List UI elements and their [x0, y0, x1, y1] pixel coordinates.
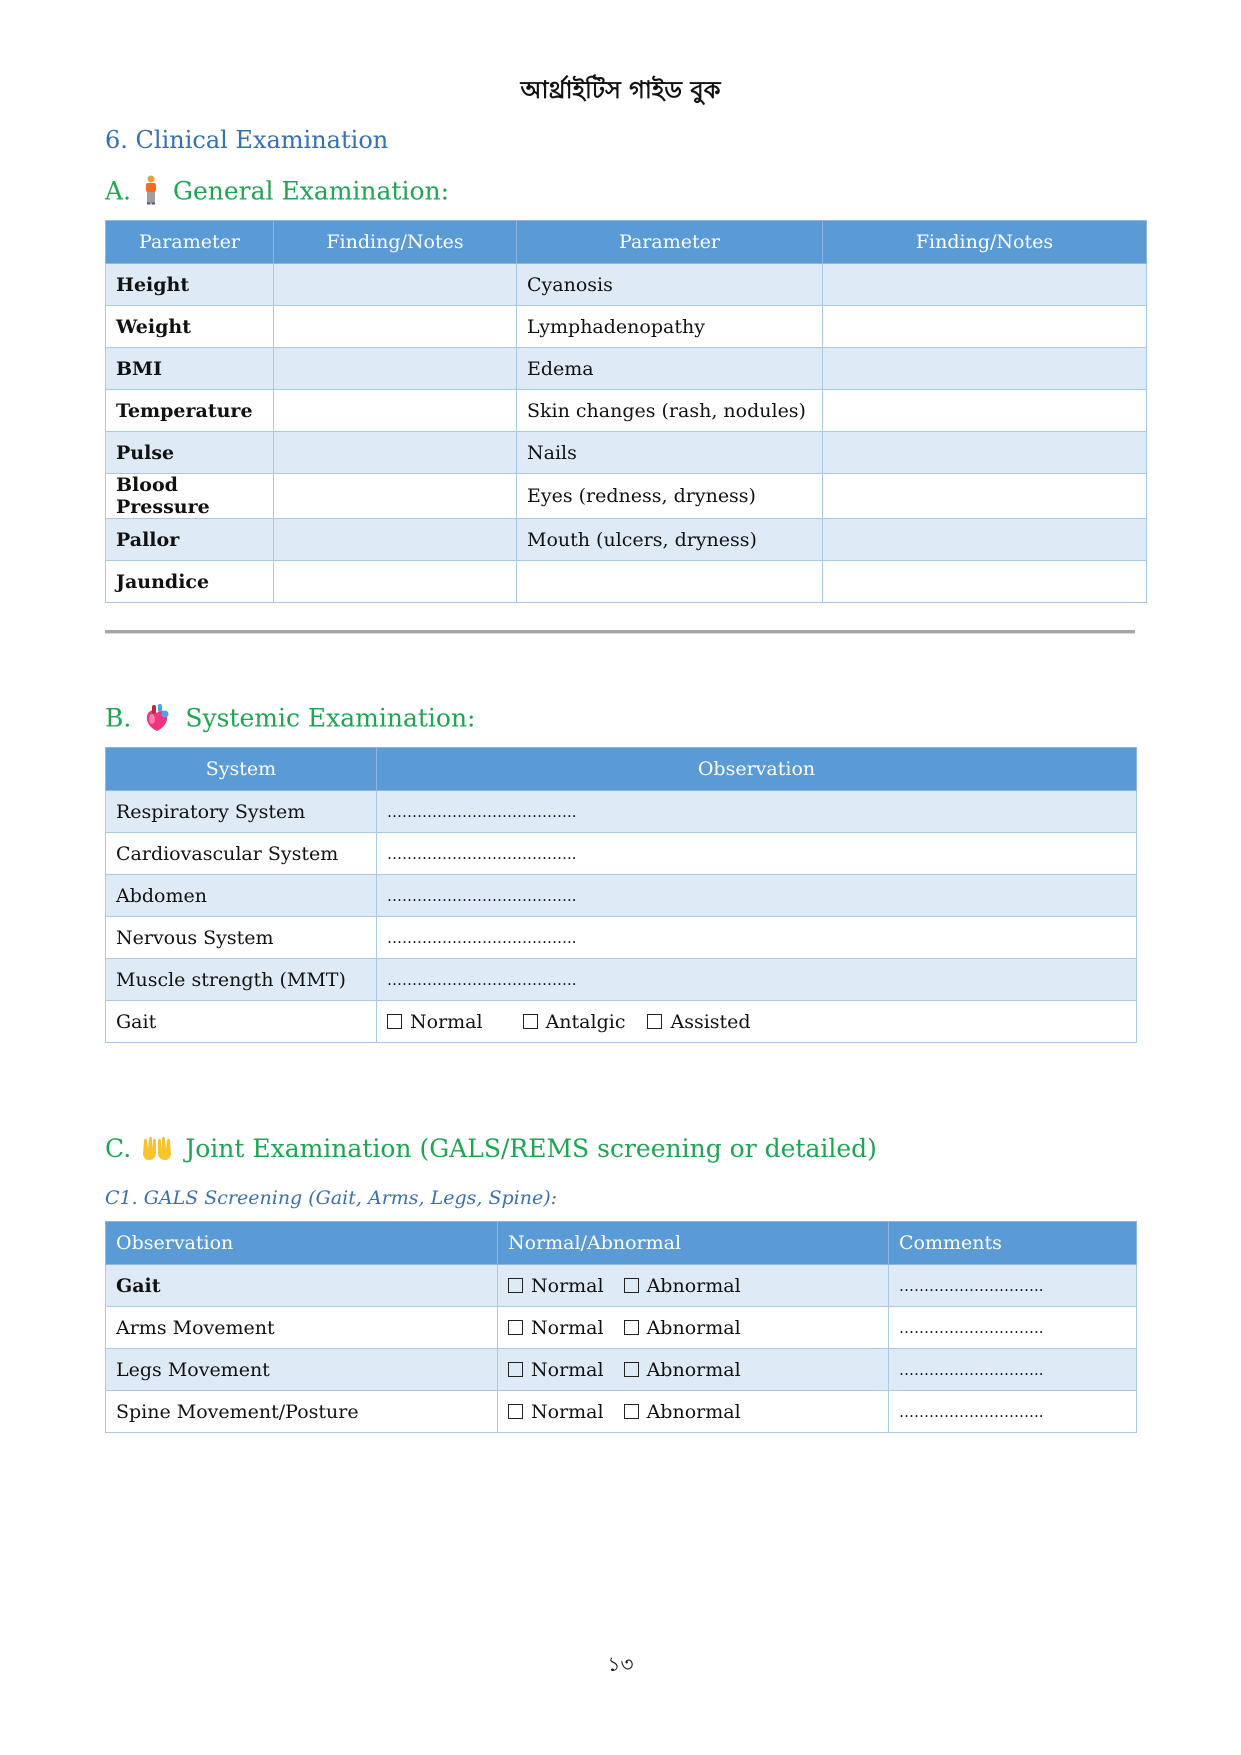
checkbox-label: Normal	[410, 1010, 483, 1033]
gait-row	[106, 1001, 1137, 1043]
table-row	[106, 432, 1147, 474]
page-number: ১৩	[607, 1652, 634, 1676]
gals-screening-table	[105, 1221, 1137, 1433]
table-row	[106, 474, 1147, 519]
finding-notes-field[interactable]	[274, 432, 517, 474]
checkbox[interactable]	[624, 1320, 639, 1335]
checkbox-option[interactable]	[624, 1401, 741, 1423]
checkbox[interactable]	[624, 1362, 639, 1377]
normal-abnormal-options	[498, 1349, 889, 1391]
checkbox-label: Antalgic	[545, 1010, 626, 1033]
table-row	[106, 390, 1147, 432]
normal-abnormal-options	[498, 1265, 889, 1307]
finding-notes-field[interactable]	[274, 348, 517, 390]
table-row	[106, 561, 1147, 603]
table-row	[106, 1349, 1137, 1391]
checkbox[interactable]	[624, 1278, 639, 1293]
table-header-row	[106, 1222, 1137, 1265]
observation-cell: Gait	[106, 1265, 498, 1307]
checkbox[interactable]	[508, 1362, 523, 1377]
finding-notes-field[interactable]	[823, 519, 1147, 561]
checkbox-option[interactable]	[508, 1359, 604, 1381]
checkbox-option[interactable]	[508, 1401, 604, 1423]
table-header-row	[106, 748, 1137, 791]
parameter-cell: Pulse	[106, 432, 274, 474]
section-letter: A.	[105, 176, 132, 206]
parameter-cell: Nails	[517, 432, 823, 474]
joint-exam-title: Joint Examination (GALS/REMS screening or detailed)	[185, 1134, 877, 1163]
checkbox-label: Normal	[531, 1400, 604, 1423]
comments-field[interactable]: ………………………..	[889, 1349, 1137, 1391]
column-header: Parameter	[106, 221, 274, 264]
person-standing-icon	[143, 175, 159, 211]
system-cell: Gait	[106, 1001, 377, 1043]
table-header-row	[106, 221, 1147, 264]
checkbox-option[interactable]	[624, 1317, 741, 1339]
observation-field[interactable]: ………………………………..	[377, 917, 1137, 959]
joint-exam-heading	[105, 1134, 877, 1167]
parameter-cell: Cyanosis	[517, 264, 823, 306]
system-cell: Nervous System	[106, 917, 377, 959]
general-exam-heading	[105, 175, 449, 211]
checkbox-label: Assisted	[670, 1010, 751, 1033]
table-row	[106, 1307, 1137, 1349]
section-letter: C.	[105, 1134, 132, 1163]
general-exam-title: General Examination:	[173, 176, 450, 206]
observation-field[interactable]: ………………………………..	[377, 875, 1137, 917]
palms-up-together-icon	[141, 1135, 173, 1167]
system-cell: Cardiovascular System	[106, 833, 377, 875]
comments-field[interactable]: ………………………..	[889, 1265, 1137, 1307]
column-header: System	[106, 748, 377, 791]
table-row	[106, 1265, 1137, 1307]
column-header: Finding/Notes	[823, 221, 1147, 264]
checkbox-label: Normal	[531, 1316, 604, 1339]
finding-notes-field[interactable]	[274, 519, 517, 561]
checkbox[interactable]	[647, 1014, 662, 1029]
anatomical-heart-icon	[143, 702, 171, 738]
section-letter: B.	[105, 703, 132, 733]
checkbox-label: Abnormal	[646, 1274, 741, 1297]
finding-notes-field[interactable]	[823, 561, 1147, 603]
checkbox-option[interactable]	[508, 1317, 604, 1339]
parameter-cell: Lymphadenopathy	[517, 306, 823, 348]
checkbox-label: Abnormal	[646, 1400, 741, 1423]
table-row	[106, 875, 1137, 917]
column-header: Finding/Notes	[274, 221, 517, 264]
finding-notes-field[interactable]	[823, 474, 1147, 519]
parameter-cell: Blood Pressure	[106, 474, 274, 519]
finding-notes-field[interactable]	[274, 264, 517, 306]
parameter-cell: Eyes (redness, dryness)	[517, 474, 823, 519]
table-row	[106, 264, 1147, 306]
system-cell: Respiratory System	[106, 791, 377, 833]
column-header: Observation	[106, 1222, 498, 1265]
systemic-exam-table	[105, 747, 1137, 1043]
checkbox-option[interactable]	[624, 1275, 741, 1297]
gals-subheading: C1. GALS Screening (Gait, Arms, Legs, Spine):	[105, 1187, 558, 1209]
table-row	[106, 306, 1147, 348]
column-header: Parameter	[517, 221, 823, 264]
parameter-cell: Height	[106, 264, 274, 306]
parameter-cell: BMI	[106, 348, 274, 390]
finding-notes-field[interactable]	[274, 474, 517, 519]
checkbox[interactable]	[624, 1404, 639, 1419]
checkbox-label: Abnormal	[646, 1358, 741, 1381]
systemic-exam-title: Systemic Examination:	[185, 703, 476, 733]
column-header: Observation	[377, 748, 1137, 791]
finding-notes-field[interactable]	[274, 306, 517, 348]
checkbox-label: Normal	[531, 1274, 604, 1297]
checkbox-option[interactable]	[523, 1011, 626, 1033]
section-title: 6. Clinical Examination	[105, 126, 389, 154]
checkbox-label: Normal	[531, 1358, 604, 1381]
checkbox-option[interactable]	[647, 1011, 750, 1033]
checkbox-option[interactable]	[624, 1359, 741, 1381]
observation-field[interactable]: ………………………………..	[377, 791, 1137, 833]
parameter-cell: Temperature	[106, 390, 274, 432]
parameter-cell: Jaundice	[106, 561, 274, 603]
observation-field[interactable]: ………………………………..	[377, 959, 1137, 1001]
column-header: Normal/Abnormal	[498, 1222, 889, 1265]
finding-notes-field[interactable]	[823, 432, 1147, 474]
parameter-cell: Skin changes (rash, nodules)	[517, 390, 823, 432]
checkbox[interactable]	[508, 1404, 523, 1419]
checkbox[interactable]	[523, 1014, 538, 1029]
section-divider	[105, 630, 1135, 634]
checkbox-label: Abnormal	[646, 1316, 741, 1339]
column-header: Comments	[889, 1222, 1137, 1265]
table-row	[106, 348, 1147, 390]
checkbox-option[interactable]	[387, 1011, 483, 1033]
systemic-exam-heading	[105, 702, 475, 738]
observation-field[interactable]: ………………………………..	[377, 833, 1137, 875]
table-row	[106, 917, 1137, 959]
system-cell: Muscle strength (MMT)	[106, 959, 377, 1001]
normal-abnormal-options	[498, 1391, 889, 1433]
checkbox[interactable]	[387, 1014, 402, 1029]
observation-cell: Legs Movement	[106, 1349, 498, 1391]
parameter-cell: Pallor	[106, 519, 274, 561]
comments-field[interactable]: ………………………..	[889, 1391, 1137, 1433]
normal-abnormal-options	[498, 1307, 889, 1349]
observation-cell: Arms Movement	[106, 1307, 498, 1349]
document-header-title: আর্থ্রাইটিস গাইড বুক	[520, 76, 721, 104]
checkbox[interactable]	[508, 1278, 523, 1293]
table-row	[106, 519, 1147, 561]
gait-options	[377, 1001, 1137, 1043]
table-row	[106, 833, 1137, 875]
parameter-cell: Weight	[106, 306, 274, 348]
parameter-cell	[517, 561, 823, 603]
finding-notes-field[interactable]	[274, 561, 517, 603]
parameter-cell: Edema	[517, 348, 823, 390]
finding-notes-field[interactable]	[823, 306, 1147, 348]
finding-notes-field[interactable]	[823, 348, 1147, 390]
finding-notes-field[interactable]	[274, 390, 517, 432]
comments-field[interactable]: ………………………..	[889, 1307, 1137, 1349]
table-row	[106, 1391, 1137, 1433]
finding-notes-field[interactable]	[823, 390, 1147, 432]
checkbox-option[interactable]	[508, 1275, 604, 1297]
checkbox[interactable]	[508, 1320, 523, 1335]
general-exam-table	[105, 220, 1147, 603]
parameter-cell: Mouth (ulcers, dryness)	[517, 519, 823, 561]
system-cell: Abdomen	[106, 875, 377, 917]
table-row	[106, 791, 1137, 833]
observation-cell: Spine Movement/Posture	[106, 1391, 498, 1433]
finding-notes-field[interactable]	[823, 264, 1147, 306]
table-row	[106, 959, 1137, 1001]
